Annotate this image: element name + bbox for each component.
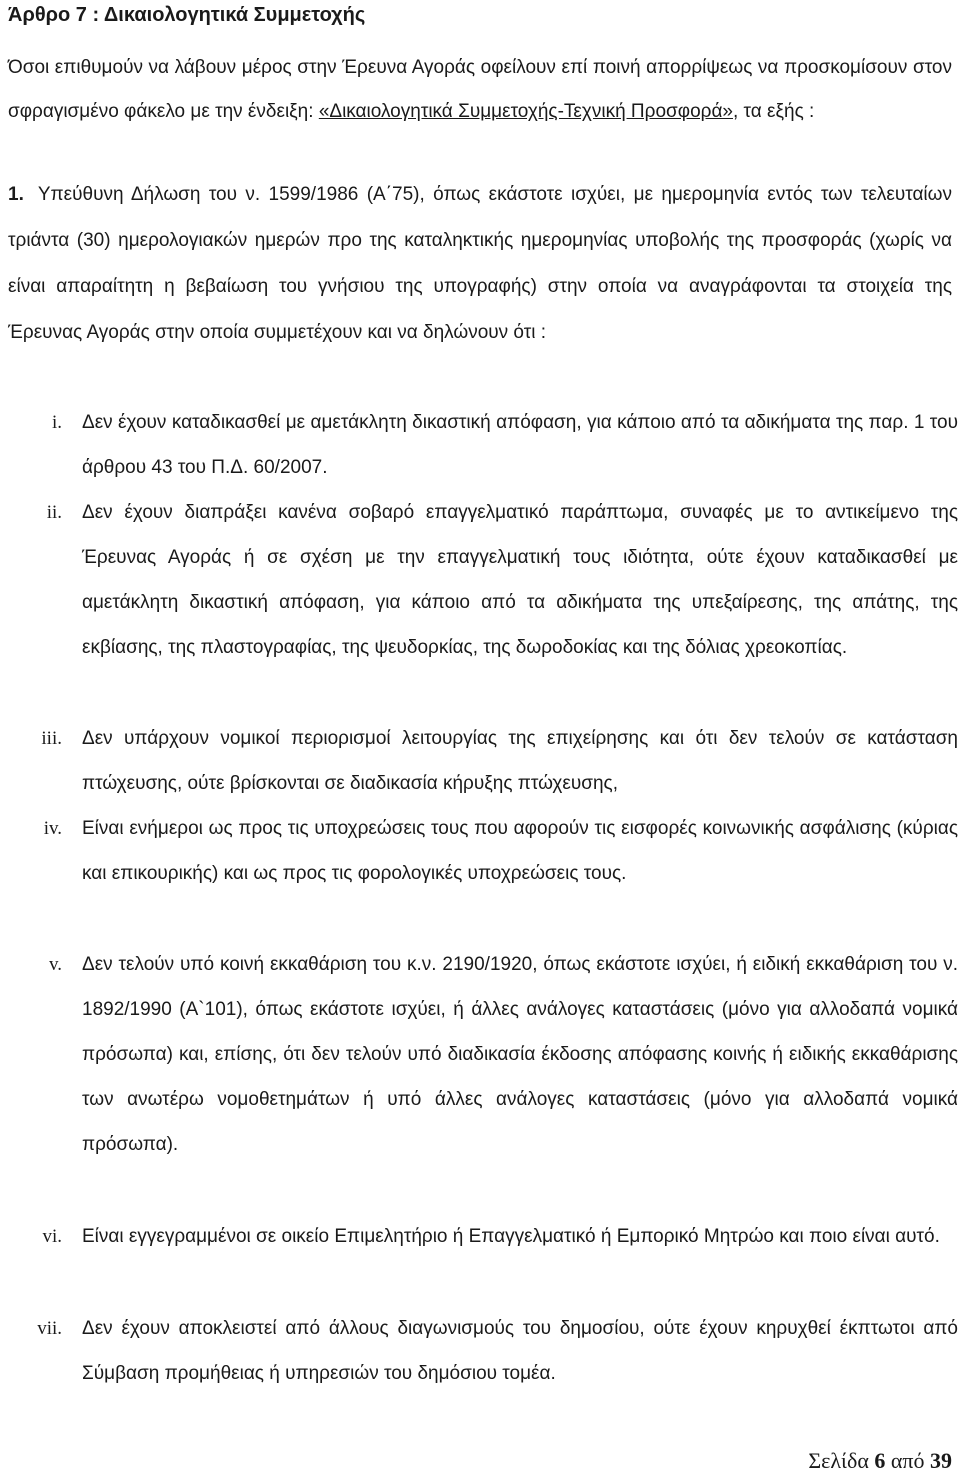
intro-underlined-text: «Δικαιολογητικά Συμμετοχής-Τεχνική Προσφορά»: [318, 101, 733, 122]
sub-item-text: Είναι εγγεγραμμένοι σε οικείο Επιμελητήριο ή Επαγγελματικό ή Εμπορικό Μητρώο και ποιο είναι αυτό.: [82, 1226, 940, 1247]
sub-item-number: v.: [48, 954, 62, 975]
total-pages-number: 39: [930, 1448, 952, 1473]
page-footer: [808, 1448, 952, 1474]
sub-item-text: Δεν έχουν καταδικασθεί με αμετάκλητη δικαστική απόφαση, για κάποιο από τα αδικήματα της παρ. 1 του άρθρου 43 του Π.Δ. 60/2007.: [82, 412, 958, 478]
sub-item-text: Δεν υπάρχουν νομικοί περιορισμοί λειτουργίας της επιχείρησης και ότι δεν τελούν σε κατάσταση πτώχευσης, ούτε βρίσκονται σε διαδικασία κήρυξης πτώχευσης,: [82, 728, 958, 794]
sub-item-text: Δεν έχουν διαπράξει κανένα σοβαρό επαγγελματικό παράπτωμα, συναφές με το αντικείμενο της Έρευνας Αγοράς ή σε σχέση με την επαγγελματική τους ιδιότητα, ούτε έχουν καταδικασθεί με αμετάκλητη δικαστική απόφαση, για κάποιο από τα αδικήματα της υπεξαίρεσης, της απάτης, της εκβίασης, της πλαστογραφίας, της ψευδορκίας, της δωροδοκίας και της δόλιας χρεοκοπίας.: [82, 502, 958, 658]
sub-item-number: i.: [51, 412, 62, 433]
page-of-label: από: [890, 1448, 925, 1473]
current-page-number: 6: [874, 1448, 886, 1473]
sub-item-text: Είναι ενήμεροι ως προς τις υποχρεώσεις τους που αφορούν τις εισφορές κοινωνικής ασφάλισης (κύριας και επικουρικής) και ως προς τις φορολογικές υποχρεώσεις τους.: [82, 818, 958, 884]
sub-item-number: iii.: [41, 728, 62, 749]
article-title: Άρθρο 7 : Δικαιολογητικά Συμμετοχής: [8, 4, 366, 26]
sub-item-text: Δεν τελούν υπό κοινή εκκαθάριση του κ.ν. 2190/1920, όπως εκάστοτε ισχύει, ή ειδική εκκαθάριση του ν. 1892/1990 (Α`101), όπως εκάστοτε ισχύει, ή άλλες ανάλογες καταστάσεις (μόνο για αλλοδαπά νομικά πρόσωπα) και, επίσης, ότι δεν τελούν υπό διαδικασία έκδοσης απόφασης κοινής ή ειδικής εκκαθάρισης των ανωτέρω νομοθετημάτων ή υπό άλλες ανάλογες καταστάσεις (μόνο για αλλοδαπά νομικά πρόσωπα).: [82, 954, 958, 1155]
list-item-text: Υπεύθυνη Δήλωση του ν. 1599/1986 (Α΄75), όπως εκάστοτε ισχύει, με ημερομηνία εντός των τελευταίων τριάντα (30) ημερολογιακών ημερών προ της καταληκτικής ημερομηνίας υποβολής της προσφοράς (χωρίς να είναι απαραίτητη η βεβαίωση του γνήσιου της υπογραφής) στην οποία να αναγράφονται τα στοιχεία της Έρευνας Αγοράς στην οποία συμμετέχουν και να δηλώνουν ότι :: [8, 184, 952, 343]
sub-item-number: iv.: [43, 818, 62, 839]
intro-text: Όσοι επιθυμούν να λάβουν μέρος στην Έρευνα Αγοράς οφείλουν επί ποινή απορρίψεως να προσκομίσουν στον σφραγισμένο φάκελο με την ένδειξη:: [8, 57, 952, 122]
intro-text-end: , τα εξής :: [733, 101, 815, 122]
list-item-1: [8, 172, 952, 356]
sub-item-number: ii.: [46, 502, 62, 523]
sub-item-number: vii.: [37, 1318, 62, 1339]
sub-item-text: Δεν έχουν αποκλειστεί από άλλους διαγωνισμούς του δημοσίου, ούτε έχουν κηρυχθεί έκπτωτοι από Σύμβαση προμήθειας ή υπηρεσιών του δημόσιου τομέα.: [82, 1318, 958, 1384]
list-item-number: 1.: [8, 184, 24, 205]
intro-paragraph: [8, 46, 952, 134]
sub-item-number: vi.: [42, 1226, 62, 1247]
page-label: Σελίδα: [808, 1448, 869, 1473]
